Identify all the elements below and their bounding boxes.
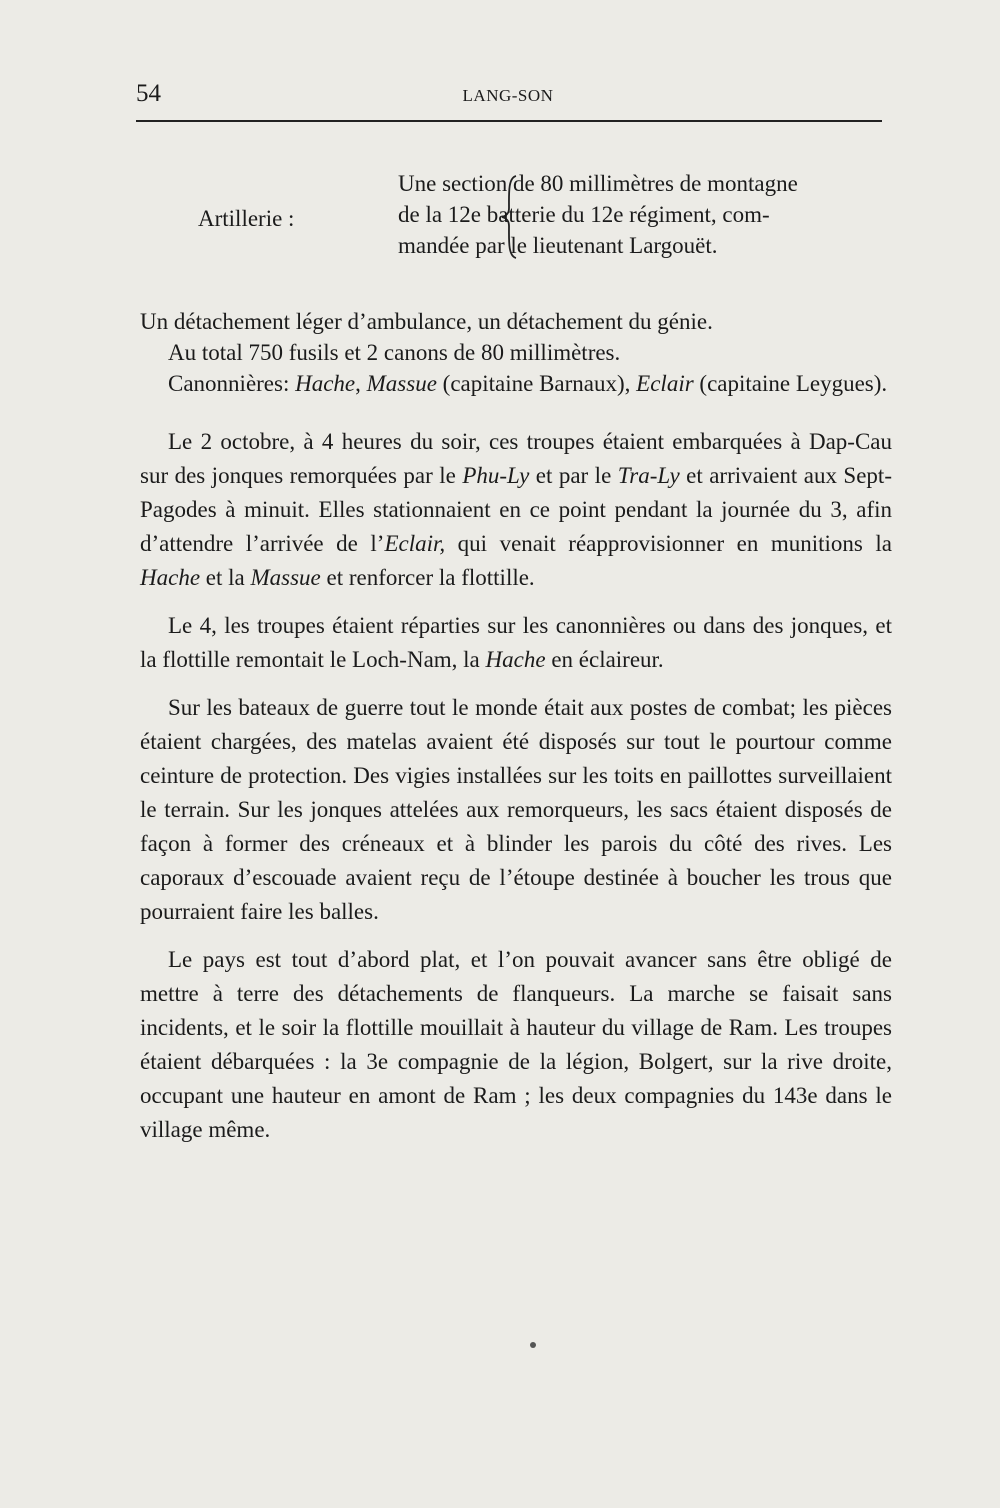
artillery-label: Artillerie : bbox=[198, 206, 295, 231]
text-run: (capitaine Leygues). bbox=[693, 371, 888, 396]
paragraph-canonnieres bbox=[140, 368, 892, 399]
ship-name: Phu-Ly bbox=[462, 463, 530, 488]
paragraph-ambulance: Un détachement léger d’ambulance, un détachement du génie. bbox=[140, 309, 713, 334]
page-number: 54 bbox=[136, 80, 161, 107]
artillery-line: Une section de 80 millimètres de montagne bbox=[398, 171, 798, 196]
paragraph-pays: Le pays est tout d’abord plat, et l’on pouvait avancer sans être obligé de mettre à terre des détachements de flanqueurs. La marche se faisait sans incidents, et le soir la flottille mouillait à hauteur du village de Ram. Les troupes étaient débarquées : la 3e compagnie de la légion, Bolgert, sur la rive droite, occupant une hauteur en amont de Ram ; les deux compagnies du 143e dans le village même. bbox=[140, 947, 892, 1142]
paragraph-le-4 bbox=[140, 609, 892, 677]
text-run: Le 4, les troupes étaient réparties sur les canonnières ou dans des jonques, et la flottille remontait le Loch-Nam, la bbox=[140, 613, 892, 672]
ship-name: Massue bbox=[250, 565, 321, 590]
text-run: et par le bbox=[529, 463, 618, 488]
artillery-line: mandée par le lieutenant Largouët. bbox=[398, 233, 718, 258]
ship-name: Hache bbox=[295, 371, 356, 396]
artillery-line: de la 12e batterie du 12e régiment, com- bbox=[398, 202, 770, 227]
ship-name: Massue bbox=[366, 371, 437, 396]
paragraph-2-octobre bbox=[140, 425, 892, 595]
text-run: Le 2 octobre, à 4 heures du soir, ces troupes étaient embarquées à Dap-Cau sur des jonques remorquées par le bbox=[140, 429, 892, 488]
text-run: , bbox=[355, 371, 367, 396]
paragraph-total: Au total 750 fusils et 2 canons de 80 millimètres. bbox=[168, 340, 621, 365]
text-run: en éclaireur. bbox=[545, 647, 664, 672]
artillery-entry bbox=[140, 168, 890, 264]
page-header bbox=[136, 80, 880, 116]
header-rule bbox=[136, 120, 882, 122]
ship-name: Tra-Ly bbox=[617, 463, 680, 488]
body-text bbox=[140, 306, 892, 1147]
text-run: et arrivaient aux Sept-Pagodes à minuit. Elles stationnaient en ce point pendant la journée du 3, afin d’attendre l’arrivée de l’ bbox=[140, 463, 892, 556]
text-run: Canonnières: bbox=[168, 371, 296, 396]
ship-name: Eclair bbox=[636, 371, 694, 396]
printer-mark bbox=[530, 1342, 536, 1348]
ship-name: Hache bbox=[485, 647, 546, 672]
text-run: et la bbox=[200, 565, 251, 590]
running-title: LANG-SON bbox=[462, 86, 554, 105]
ship-name: Hache bbox=[140, 565, 201, 590]
text-run: qui venait réapprovisionner en munitions la bbox=[445, 531, 892, 556]
text-run: et renforcer la flottille. bbox=[320, 565, 535, 590]
artillery-description bbox=[398, 168, 890, 261]
paragraph-bateaux: Sur les bateaux de guerre tout le monde était aux postes de combat; les pièces étaient chargées, des matelas avaient été disposés sur tout le pourtour comme ceinture de protection. Des vigies installées sur les toits en paillottes surveillaient le terrain. Sur les jonques attelées aux remorqueurs, les sacs étaient disposés de façon à former des créneaux et à blinder les parois du côté des rives. Les caporaux d’escouade avaient reçu de l’étoupe destinée à boucher les trous que pourraient faire les balles. bbox=[140, 695, 892, 924]
ship-name: Eclair, bbox=[384, 531, 446, 556]
text-run: (capitaine Barnaux), bbox=[436, 371, 637, 396]
